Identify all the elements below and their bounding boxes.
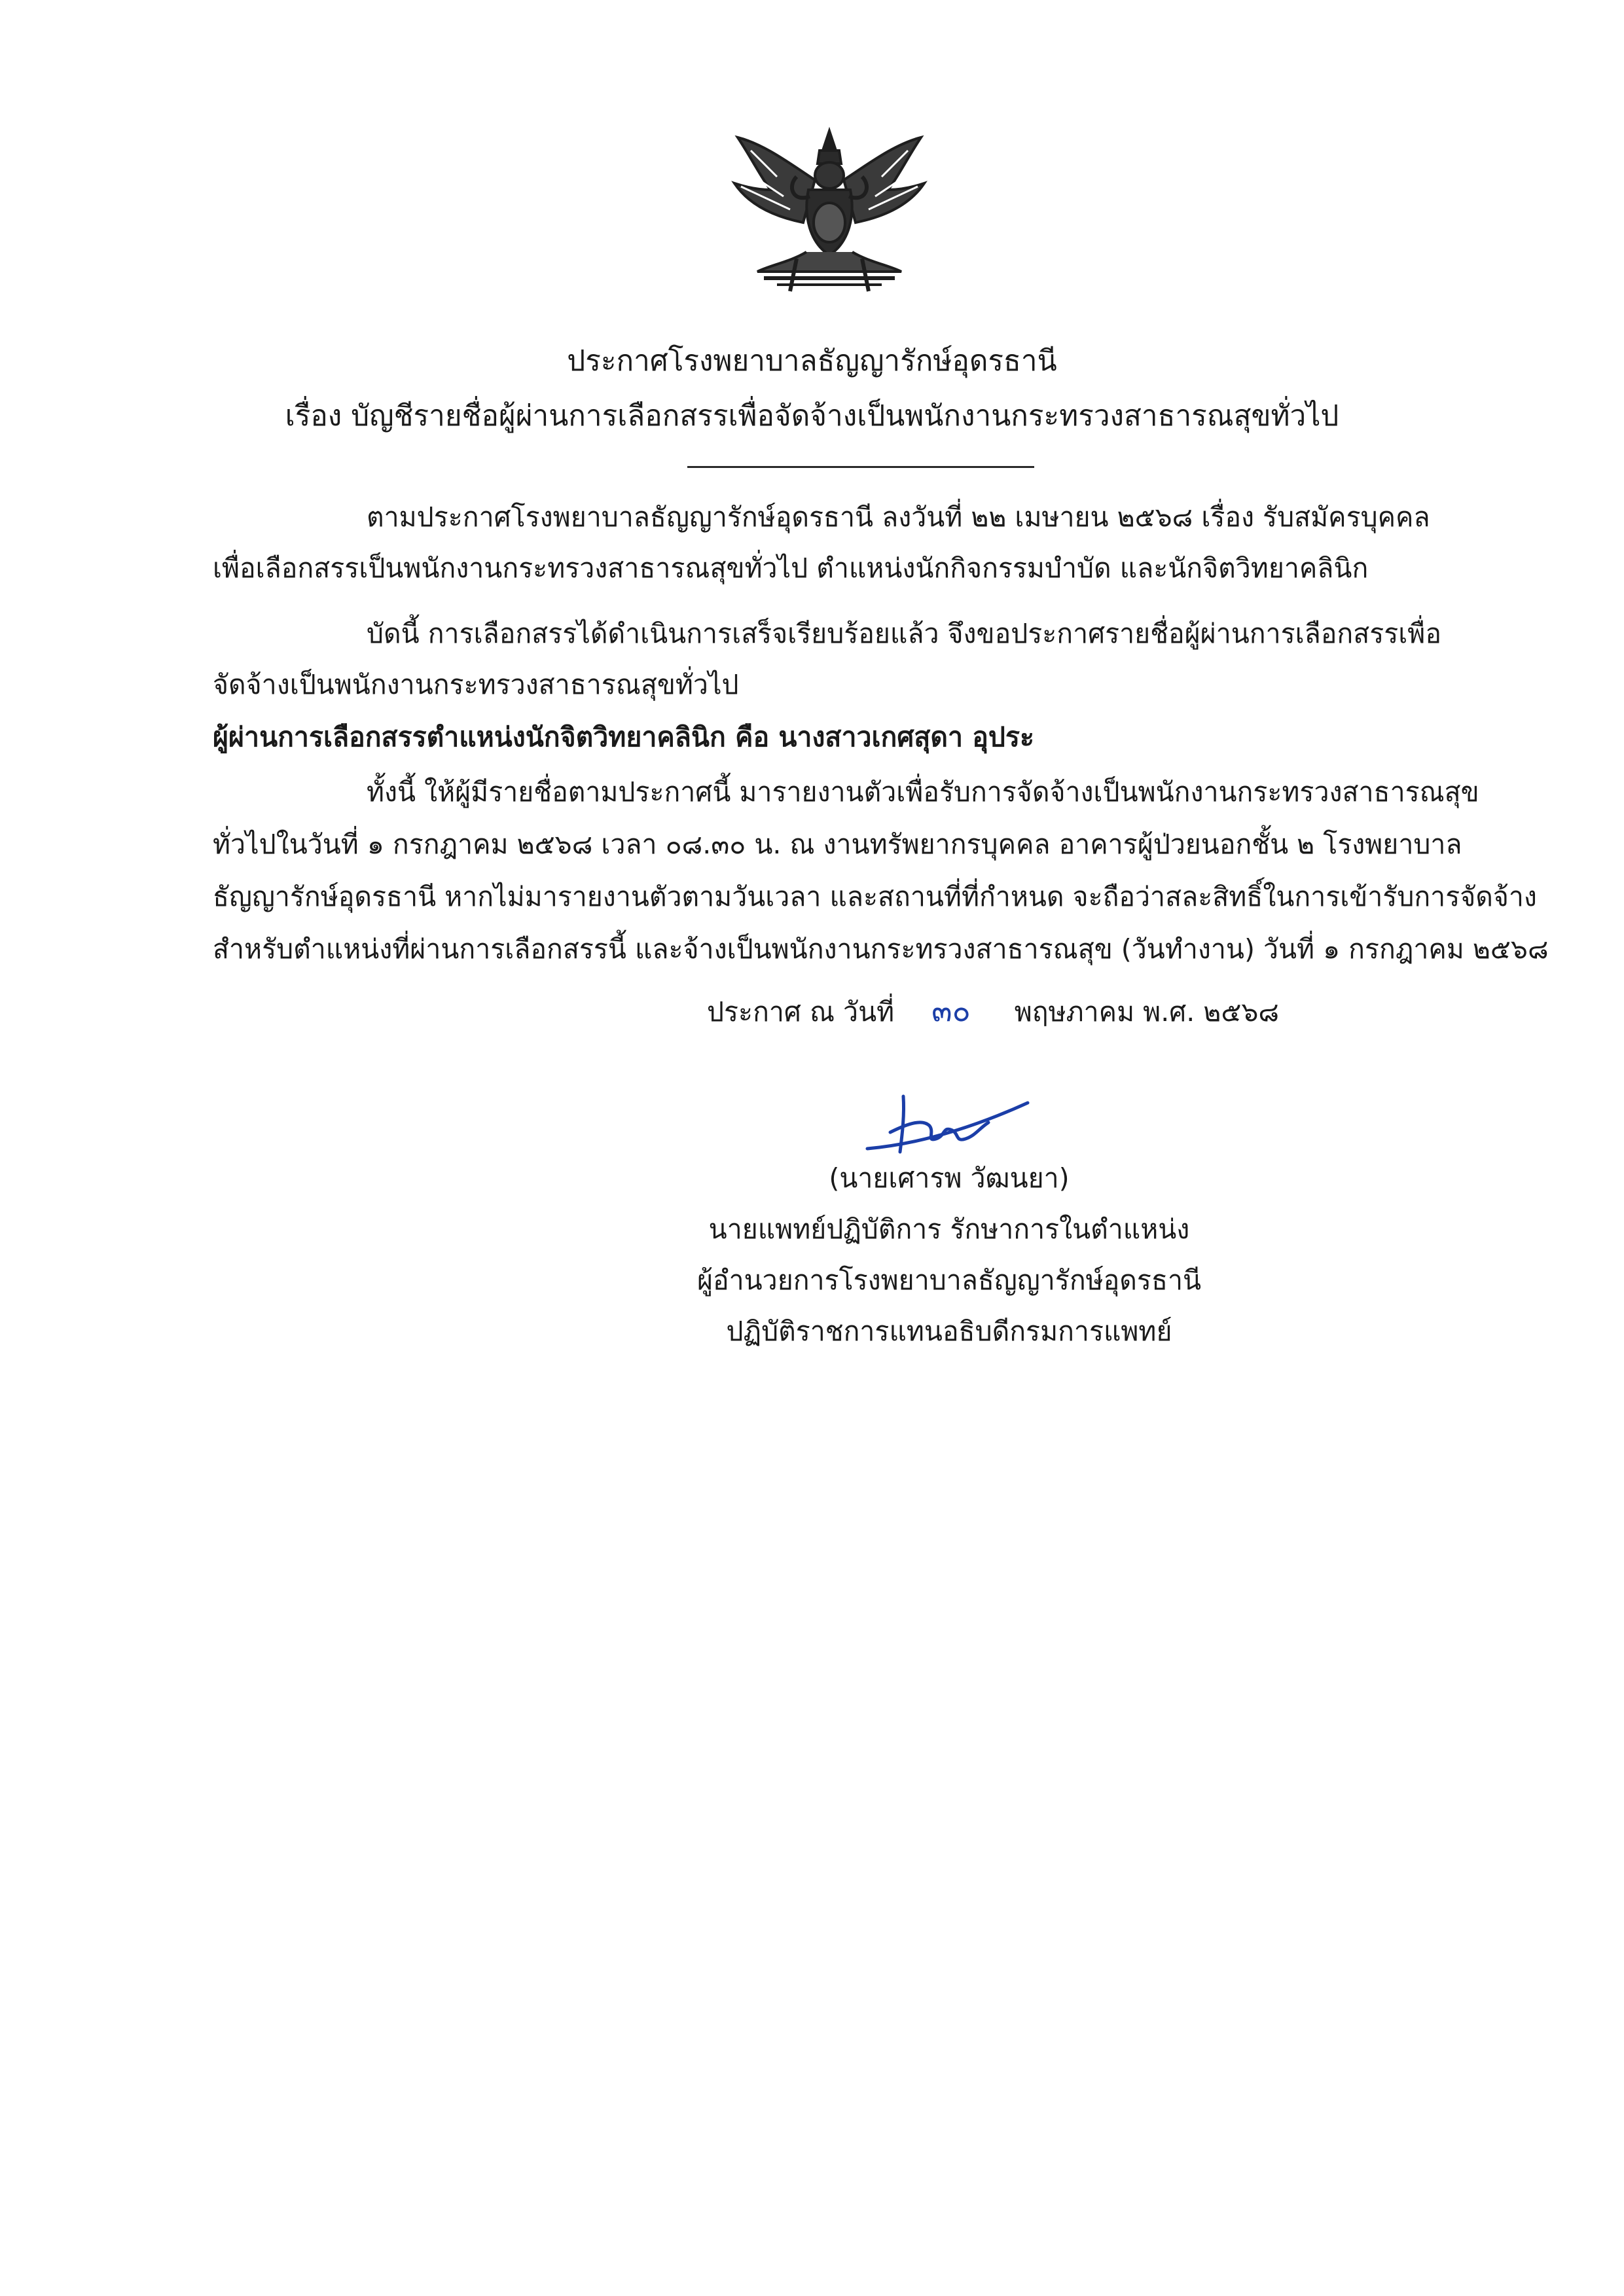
paragraph-2-line-2: จัดจ้างเป็นพนักงานกระทรวงสาธารณสุขทั่วไป <box>213 669 739 700</box>
signatory-position-3: ปฏิบัติราชการแทนอธิบดีกรมการแพทย์ <box>726 1316 1172 1347</box>
paragraph-3-line-4: สำหรับตำแหน่งที่ผ่านการเลือกสรรนี้ และจ้างเป็นพนักงานกระทรวงสาธารณสุข (วันทำงาน) วันที่ ๑ กรกฎาคม ๒๕๖๘ <box>213 933 1549 965</box>
date-day-handwritten: ๓๐ <box>931 993 971 1028</box>
signatory-position-1: นายแพทย์ปฏิบัติการ รักษาการในตำแหน่ง <box>708 1213 1190 1245</box>
signatory-name: (นายเศารพ วัฒนยา) <box>829 1162 1070 1194</box>
date-month-year: พฤษภาคม พ.ศ. ๒๕๖๘ <box>1014 996 1280 1028</box>
date-prefix: ประกาศ ณ วันที่ <box>707 996 895 1028</box>
paragraph-2-line-1: บัดนี้ การเลือกสรรได้ดำเนินการเสร็จเรียบร้อยแล้ว จึงขอประกาศรายชื่อผู้ผ่านการเลือกสรรเพื่อ <box>367 618 1441 649</box>
paragraph-3-line-2: ทั่วไปในวันที่ ๑ กรกฎาคม ๒๕๖๘ เวลา ๐๘.๓๐ น. ณ งานทรัพยากรบุคคล อาคารผู้ป่วยนอกชั้น ๒ โรงพยาบาล <box>213 829 1462 860</box>
paragraph-1-line-2: เพื่อเลือกสรรเป็นพนักงานกระทรวงสาธารณสุขทั่วไป ตำแหน่งนักกิจกรรมบำบัด และนักจิตวิทยาคลินิก <box>213 552 1369 584</box>
paragraph-3-line-3: ธัญญารักษ์อุดรธานี หากไม่มารายงานตัวตามวันเวลา และสถานที่ที่กำหนด จะถือว่าสละสิทธิ์ในการเข้ารับการจัดจ้าง <box>213 881 1537 912</box>
paragraph-1-line-1: ตามประกาศโรงพยาบาลธัญญารักษ์อุดรธานี ลงวันที่ ๒๒ เมษายน ๒๕๖๘ เรื่อง รับสมัครบุคคล <box>367 501 1430 533</box>
title-divider <box>687 466 1034 468</box>
signatory-position-2: ผู้อำนวยการโรงพยาบาลธัญญารักษ์อุดรธานี <box>696 1265 1202 1296</box>
announcement-subject: เรื่อง บัญชีรายชื่อผู้ผ่านการเลือกสรรเพื่อจัดจ้างเป็นพนักงานกระทรวงสาธารณสุขทั่วไป <box>285 399 1339 433</box>
announcement-date <box>707 991 1279 1031</box>
selected-candidate-line: ผู้ผ่านการเลือกสรรตำแหน่งนักจิตวิทยาคลินิก คือ นางสาวเกศสุดา อุประ <box>213 721 1035 753</box>
paragraph-3-line-1: ทั้งนี้ ให้ผู้มีรายชื่อตามประกาศนี้ มารายงานตัวเพื่อรับการจัดจ้างเป็นพนักงานกระทรวงสาธารณสุข <box>367 776 1479 808</box>
handwritten-signature-icon <box>864 1083 1034 1168</box>
garuda-emblem-icon <box>725 124 934 301</box>
announcement-title: ประกาศโรงพยาบาลธัญญารักษ์อุดรธานี <box>567 344 1057 378</box>
